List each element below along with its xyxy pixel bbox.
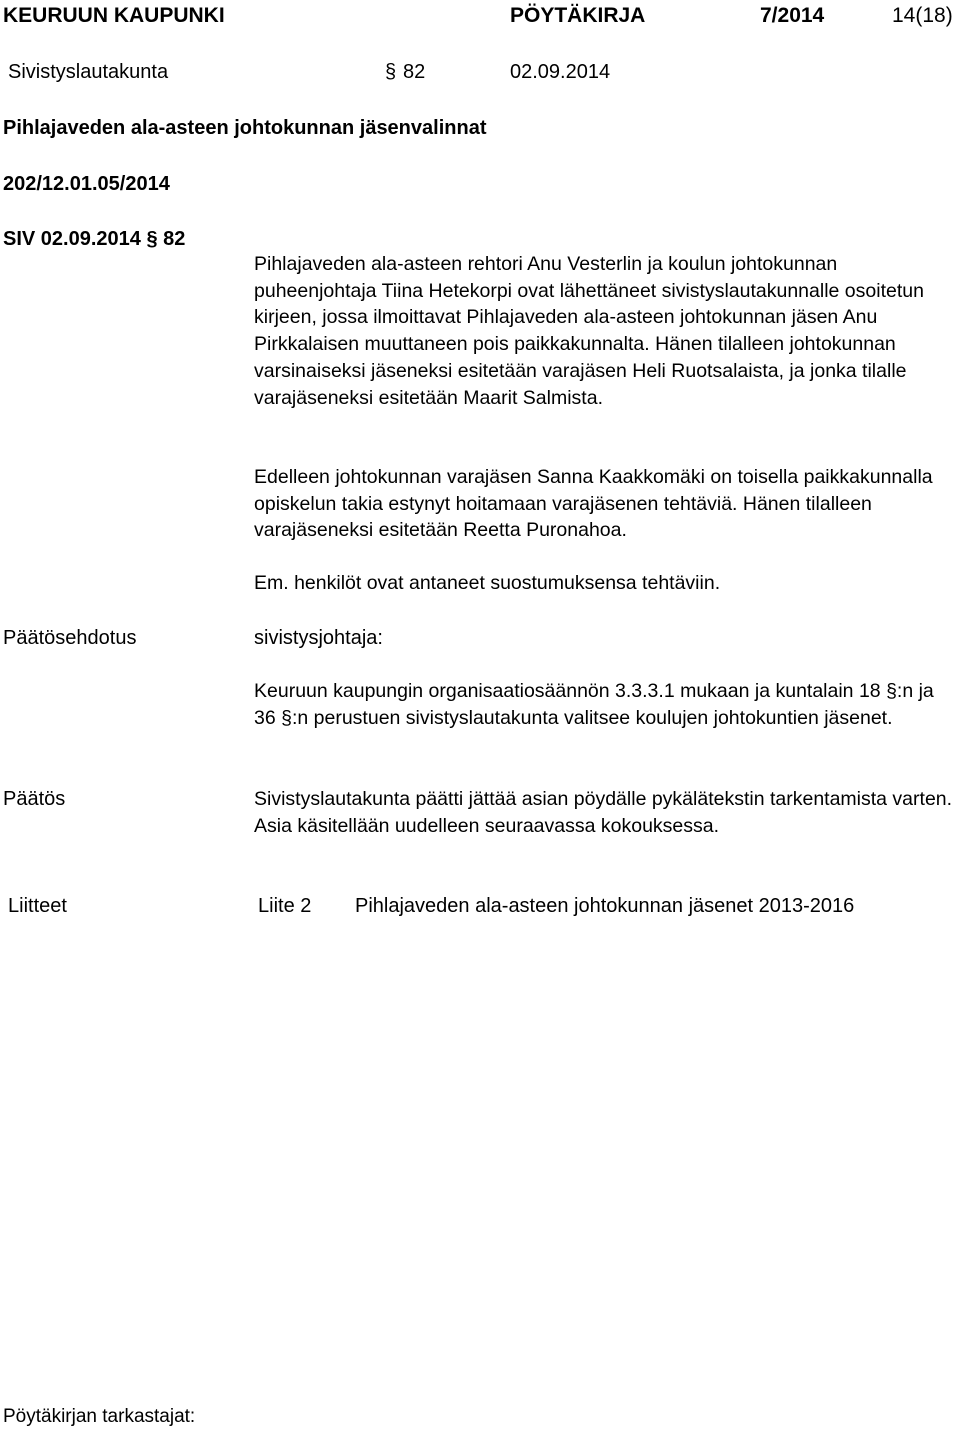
body-paragraph-2: Edelleen johtokunnan varajäsen Sanna Kaakkomäki on toisella paikkakunnalla opiskelun takia estynyt hoitamaan varajäsenen tehtäviä. Hänen tilalleen varajäseneksi esitetään Reetta Puronahoa. — [254, 466, 933, 542]
attachment-title: Pihlajaveden ala-asteen johtokunnan jäsenet 2013-2016 — [355, 895, 855, 917]
body-paragraph-3: Em. henkilöt ovat antaneet suostumuksensa tehtäviin. — [254, 572, 721, 594]
attachment-id: Liite 2 — [258, 895, 312, 917]
minutes-checkers-label: Pöytäkirjan tarkastajat: — [3, 1406, 196, 1427]
section-symbol: § — [281, 706, 292, 729]
proposal-text-part-1: Keuruun kaupungin organisaatiosäännön 3.3.3.1 mukaan ja kuntalain 18 — [254, 680, 887, 702]
proposal-text-part-3: :n perustuen sivistyslautakunta valitsee koulujen johtokuntien jäsenet. — [291, 706, 893, 729]
decision-text: Sivistyslautakunta päätti jättää asian pöydälle pykälätekstin tarkentamista varten. Asia käsitellään uudelleen seuraavassa kokouksessa. — [254, 788, 953, 837]
reference-line — [3, 227, 185, 251]
page-number: 14(18) — [892, 4, 953, 27]
section-symbol: § — [886, 680, 897, 702]
subject-title: Pihlajaveden ala-asteen johtokunnan jäsenvalinnat — [3, 117, 487, 139]
body-paragraph-1: Pihlajaveden ala-asteen rehtori Anu Vesterlin ja koulun johtokunnan puheenjohtaja Tiina Hetekorpi ovat lähettäneet sivistyslautakunnalle osoitetun kirjeen, jossa ilmoittavat Pihlajaveden ala-asteen johtokunnan jäsen Anu Pirkkalaisen muuttaneen pois paikkakunnalta. Hänen tilalleen johtokunnan varsinaiseksi jäseneksi esitetään varajäsen Heli Ruotsalaista, ja jonka tilalle varajäseneksi esitetään Maarit Salmista. — [254, 253, 924, 409]
proposer: sivistysjohtaja: — [254, 627, 383, 649]
document-number: 7/2014 — [760, 4, 825, 27]
organization-name: KEURUUN KAUPUNKI — [3, 4, 225, 27]
reference-prefix: SIV 02.09.2014 — [3, 228, 141, 250]
section-symbol: § — [385, 61, 397, 83]
reference-number: 82 — [163, 228, 186, 250]
document-type: PÖYTÄKIRJA — [510, 4, 646, 27]
proposal-text-part-2: :n ja 36 — [254, 680, 934, 729]
decision-label: Päätös — [3, 788, 66, 810]
reference-symbol: § — [146, 228, 158, 250]
board-name: Sivistyslautakunta — [8, 61, 169, 83]
proposal-text — [254, 678, 954, 731]
meeting-date: 02.09.2014 — [510, 61, 611, 83]
section-number: 82 — [403, 61, 426, 83]
proposal-label: Päätösehdotus — [3, 627, 137, 649]
record-number: 202/12.01.05/2014 — [3, 173, 170, 195]
attachments-label: Liitteet — [8, 895, 67, 917]
